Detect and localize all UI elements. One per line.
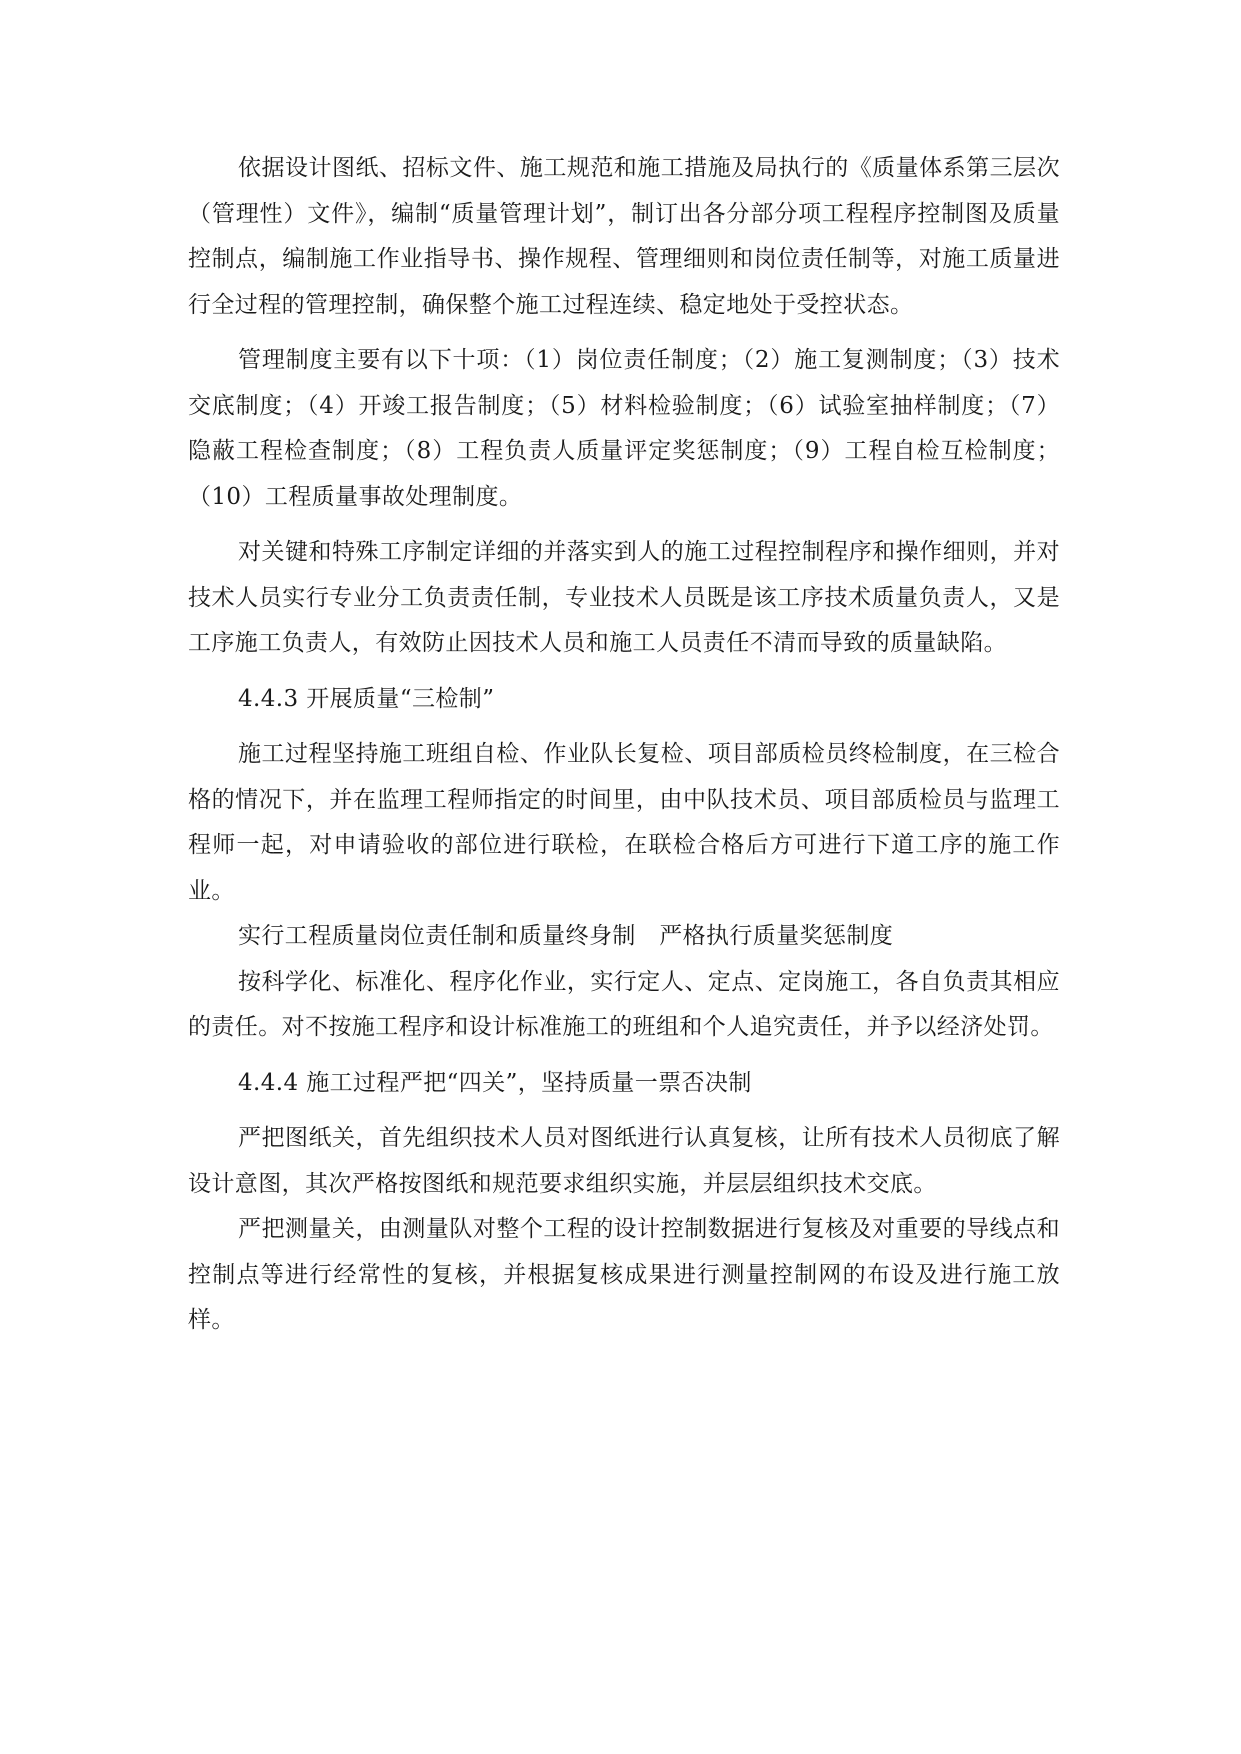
paragraph-three-inspections: 施工过程坚持施工班组自检、作业队长复检、项目部质检员终检制度，在三检合格的情况下，并在监理工程师指定的时间里，由中队技术员、项目部质检员与监理工程师一起，对申请验收的部位进行联检，在联检合格后方可进行下道工序的施工作业。 xyxy=(188,741,1060,904)
section-heading-4-4-4: 4.4.4 施工过程严把“四关”，坚持质量一票否决制 xyxy=(238,1069,752,1096)
paragraph-key-processes: 对关键和特殊工序制定详细的并落实到人的施工过程控制程序和操作细则，并对技术人员实行专业分工负责责任制，专业技术人员既是该工序技术质量负责人，又是工序施工负责人，有效防止因技术人员和施工人员责任不清而导致的质量缺陷。 xyxy=(188,539,1060,656)
paragraph-quality-plan: 依据设计图纸、招标文件、施工规范和施工措施及局执行的《质量体系第三层次（管理性）文件》，编制“质量管理计划”，制订出各分部分项工程程序控制图及质量控制点，编制施工作业指导书、操作规程、管理细则和岗位责任制等，对施工质量进行全过程的管理控制，确保整个施工过程连续、稳定地处于受控状态。 xyxy=(188,155,1060,318)
paragraph-management-systems: 管理制度主要有以下十项：（1）岗位责任制度；（2）施工复测制度；（3）技术交底制度；（4）开竣工报告制度；（5）材料检验制度；（6）试验室抽样制度；（7）隐蔽工程检查制度；（8）工程负责人质量评定奖惩制度；（9）工程自检互检制度；（10）工程质量事故处理制度。 xyxy=(188,347,1060,510)
section-heading-4-4-3: 4.4.3 开展质量“三检制” xyxy=(238,685,495,712)
paragraph-drawing-check: 严把图纸关，首先组织技术人员对图纸进行认真复核，让所有技术人员彻底了解设计意图，其次严格按图纸和规范要求组织实施，并层层组织技术交底。 xyxy=(188,1125,1060,1197)
paragraph-standardized-work: 按科学化、标准化、程序化作业，实行定人、定点、定岗施工，各自负责其相应的责任。对不按施工程序和设计标准施工的班组和个人追究责任，并予以经济处罚。 xyxy=(188,968,1060,1040)
subheading-responsibility-system: 实行工程质量岗位责任制和质量终身制 严格执行质量奖惩制度 xyxy=(238,923,894,949)
document-body xyxy=(188,146,1060,1344)
paragraph-survey-check: 严把测量关，由测量队对整个工程的设计控制数据进行复核及对重要的导线点和控制点等进行经常性的复核，并根据复核成果进行测量控制网的布设及进行施工放样。 xyxy=(188,1216,1060,1333)
